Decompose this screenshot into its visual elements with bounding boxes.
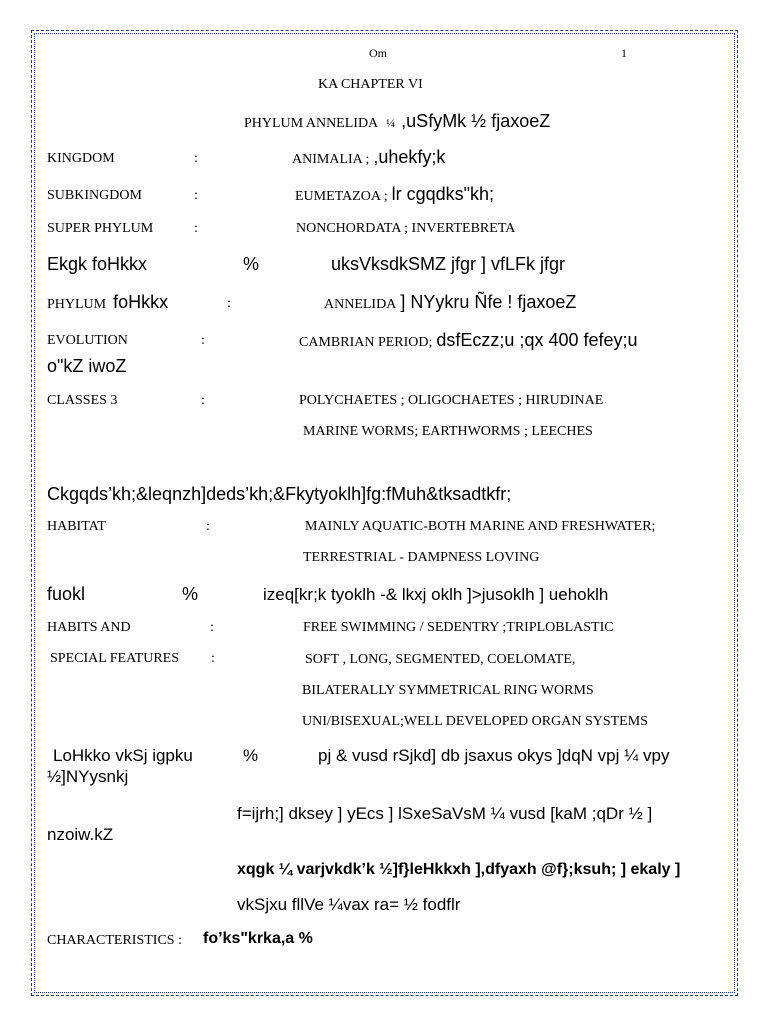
kingdom-value-en: ANIMALIA ; — [292, 152, 370, 167]
special-features-value-2: BILATERALLY SYMMETRICAL RING WORMS — [302, 683, 594, 698]
evolution-label: EVOLUTION — [47, 333, 128, 348]
hindi-special-label: LoHkko vkSj igpku — [53, 746, 193, 765]
phylum-heading-hi: ,uSfyMk ½ fjaxoeZ — [401, 111, 551, 131]
hindi-bold-line: xqgk ¼ varjvkdk’k ½]f}leHkkxh ],dfyaxh @f};ksuh; ] ekaly ] — [237, 861, 681, 878]
habitat-value-2: TERRESTRIAL - DAMPNESS LOVING — [303, 550, 540, 565]
special-features-colon: : — [211, 651, 215, 666]
kingdom-value — [292, 148, 445, 167]
hindi-ekgk-pct: % — [243, 254, 260, 274]
characteristics-value: fo’ks"krka,a % — [203, 930, 313, 947]
phylum-label — [47, 293, 168, 312]
page-number: 1 — [621, 46, 627, 60]
hindi-special-pct: % — [243, 746, 259, 765]
superphylum-label: SUPER PHYLUM — [47, 221, 154, 236]
hindi-ekgk-value: uksVksdkSMZ jfgr ] vfLFk jfgr — [331, 254, 566, 274]
phylum-value — [324, 293, 576, 312]
evolution-value-cont: o"kZ iwoZ — [47, 356, 127, 376]
habitat-colon: : — [206, 519, 210, 534]
hindi-ekgk-label: Ekgk foHkkx — [47, 254, 148, 274]
hindi-features-cont: nzoiw.kZ — [47, 825, 114, 844]
phylum-value-hi: ] NYykru Ñfe ! fjaxoeZ — [400, 292, 577, 312]
habits-colon: : — [210, 620, 214, 635]
superphylum-value: NONCHORDATA ; INVERTEBRETA — [296, 221, 516, 236]
subkingdom-colon: : — [194, 188, 198, 203]
hindi-habitat-pct: % — [182, 584, 199, 604]
evolution-value-en: CAMBRIAN PERIOD; — [299, 335, 433, 350]
phylum-heading — [244, 112, 550, 131]
classes-value-2: MARINE WORMS; EARTHWORMS ; LEECHES — [303, 424, 593, 439]
hindi-organ-line: vkSjxu fllVe ¼vax ra= ½ fodflr — [237, 895, 461, 914]
habitat-value-1: MAINLY AQUATIC-BOTH MARINE AND FRESHWATER; — [305, 519, 656, 534]
evolution-colon: : — [201, 333, 205, 348]
subkingdom-value-hi: lr cgqdks"kh; — [391, 184, 495, 204]
classes-value-1: POLYCHAETES ; OLIGOCHAETES ; HIRUDINAE — [299, 393, 604, 408]
classes-label: CLASSES 3 — [47, 393, 118, 408]
chapter-title: KA CHAPTER VI — [318, 77, 423, 92]
special-features-value-1: SOFT , LONG, SEGMENTED, COELOMATE, — [305, 652, 576, 667]
subkingdom-label: SUBKINGDOM — [47, 188, 142, 203]
hindi-classes-line: Ckgqds’kh;&leqnzh]deds’kh;&Fkytyoklh]fg:fMuh&tksadtkfr; — [47, 484, 512, 504]
hindi-habitat-label: fuokl — [47, 584, 86, 604]
phylum-label-hi: foHkkx — [113, 292, 169, 312]
habitat-label: HABITAT — [47, 519, 106, 534]
habits-label: HABITS AND — [47, 620, 131, 635]
subkingdom-value-en: EUMETAZOA ; — [295, 189, 388, 204]
evolution-value-hi: dsfEczz;u ;qx 400 fefey;u — [436, 330, 638, 350]
habits-value: FREE SWIMMING / SEDENTRY ;TRIPLOBLASTIC — [303, 620, 614, 635]
phylum-heading-en: PHYLUM ANNELIDA — [244, 116, 379, 131]
phylum-label-en: PHYLUM — [47, 297, 107, 312]
classes-colon: : — [201, 393, 205, 408]
special-features-value-3: UNI/BISEXUAL;WELL DEVELOPED ORGAN SYSTEMS — [302, 714, 648, 729]
phylum-colon: : — [227, 296, 231, 311]
hindi-special-cont: ½]NYysnkj — [47, 767, 129, 786]
subkingdom-value — [295, 185, 494, 204]
hindi-special-value: pj & vusd rSjkd] db jsaxus okys ]dqN vpj ¼ vpy — [318, 746, 670, 765]
hindi-features-value: f=ijrh;] dksey ] yEcs ] lSxeSaVsM ¼ vusd [kaM ;qDr ½ ] — [237, 804, 653, 823]
page-border-inner — [34, 33, 735, 993]
evolution-value — [299, 331, 638, 350]
characteristics-label: CHARACTERISTICS : — [47, 933, 182, 948]
phylum-value-en: ANNELIDA — [324, 297, 397, 312]
kingdom-label: KINGDOM — [47, 151, 115, 166]
kingdom-colon: : — [194, 151, 198, 166]
special-features-label: SPECIAL FEATURES — [50, 651, 180, 666]
superphylum-colon: : — [194, 221, 198, 236]
kingdom-value-hi: ,uhekfy;k — [373, 147, 446, 167]
phylum-heading-sep: ¼ — [386, 116, 396, 130]
hindi-habitat-value: izeq[kr;k tyoklh -& lkxj oklh ]>jusoklh ] uehoklh — [263, 585, 609, 604]
header-om: Om — [369, 46, 387, 60]
